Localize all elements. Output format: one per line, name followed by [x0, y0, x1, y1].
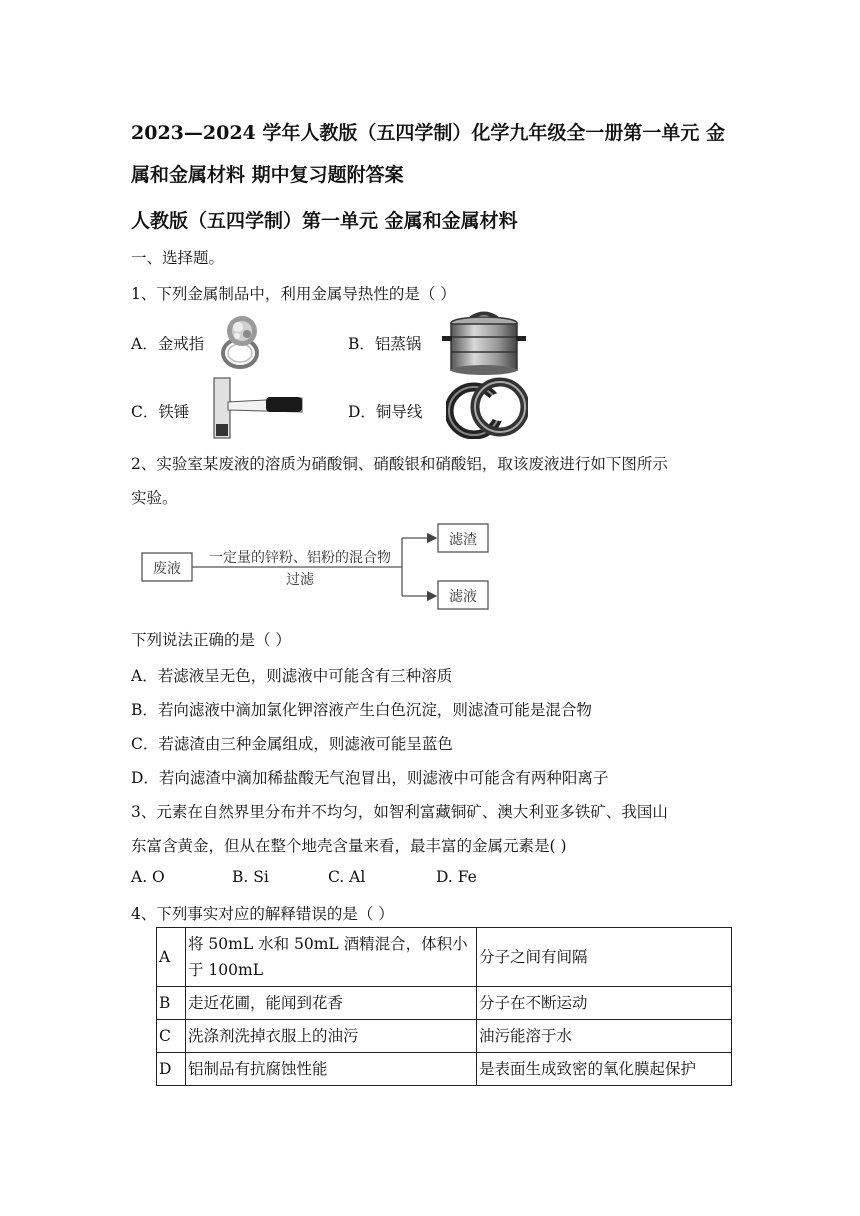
row-fact: 走近花圃，能闻到花香	[186, 987, 477, 1020]
filter-label: 过滤	[286, 572, 314, 588]
q2-option-c: C．若滤渣由三种金属组成，则滤液可能呈蓝色	[131, 735, 453, 753]
reagent-label: 一定量的锌粉、铝粉的混合物	[209, 550, 391, 566]
row-explanation: 油污能溶于水	[477, 1020, 732, 1053]
flow-diagram	[140, 518, 506, 614]
row-explanation: 分子在不断运动	[477, 987, 732, 1020]
q2-stem-line-1: 2、实验室某废液的溶质为硝酸铜、硝酸银和硝酸铝，取该废液进行如下图所示	[131, 455, 668, 473]
section-heading: 一、选择题。	[131, 249, 225, 267]
table-row	[157, 1053, 732, 1086]
row-key: A	[157, 928, 186, 987]
q4-stem: 4、下列事实对应的解释错误的是（ ）	[131, 905, 394, 923]
q3-option-c: C. Al	[328, 868, 366, 886]
q2-prompt: 下列说法正确的是（ ）	[131, 631, 291, 649]
row-key: D	[157, 1053, 186, 1086]
q1-option-b: B．铝蒸锅	[348, 335, 422, 353]
q3-stem-line-1: 3、元素在自然界里分布并不均匀，如智利富藏铜矿、澳大利亚多铁矿、我国山	[131, 803, 668, 821]
row-fact: 铝制品有抗腐蚀性能	[186, 1053, 477, 1086]
q2-option-d: D．若向滤渣中滴加稀盐酸无气泡冒出，则滤液中可能含有两种阳离子	[131, 769, 609, 787]
q2-option-a: A．若滤液呈无色，则滤液中可能含有三种溶质	[131, 667, 453, 685]
q3-option-a: A. O	[131, 868, 165, 886]
row-explanation: 分子之间有间隔	[477, 928, 732, 987]
document-title-line-2: 属和金属材料 期中复习题附答案	[131, 164, 404, 186]
row-fact-line-1: 将 50mL 水和 50mL 酒精混合，体积小	[188, 935, 468, 953]
table-row	[157, 928, 732, 987]
row-fact	[186, 928, 477, 987]
filtrate-label: 滤液	[449, 589, 477, 605]
q1-option-d: D．铜导线	[348, 403, 423, 421]
unit-title: 人教版（五四学制）第一单元 金属和金属材料	[131, 210, 518, 232]
steamer-photo	[441, 310, 527, 376]
hammer-photo	[212, 376, 304, 440]
waste-liquid-label: 废液	[153, 561, 181, 577]
q2-option-b: B．若向滤液中滴加氯化钾溶液产生白色沉淀，则滤渣可能是混合物	[131, 701, 592, 719]
q2-stem-line-2: 实验。	[131, 489, 178, 507]
table-row	[157, 1020, 732, 1053]
copper-wire-photo	[446, 377, 528, 439]
q1-option-a: A．金戒指	[131, 335, 205, 353]
row-key: C	[157, 1020, 186, 1053]
q3-option-b: B. Si	[232, 868, 269, 886]
ring-photo	[218, 313, 266, 371]
q4-table	[156, 927, 732, 1086]
document-title-line-1: 2023—2024 学年人教版（五四学制）化学九年级全一册第一单元 金	[131, 122, 725, 144]
row-key: B	[157, 987, 186, 1020]
row-explanation: 是表面生成致密的氧化膜起保护	[477, 1053, 732, 1086]
table-row	[157, 987, 732, 1020]
residue-label: 滤渣	[449, 532, 477, 548]
q1-stem: 1、下列金属制品中，利用金属导热性的是（ ）	[131, 285, 456, 303]
q3-stem-line-2: 东富含黄金，但从在整个地壳含量来看，最丰富的金属元素是( )	[131, 837, 567, 855]
q3-option-d: D. Fe	[436, 868, 477, 886]
row-fact: 洗涤剂洗掉衣服上的油污	[186, 1020, 477, 1053]
row-fact-line-2: 于 100mL	[188, 961, 264, 979]
q1-option-c: C．铁锤	[131, 403, 190, 421]
